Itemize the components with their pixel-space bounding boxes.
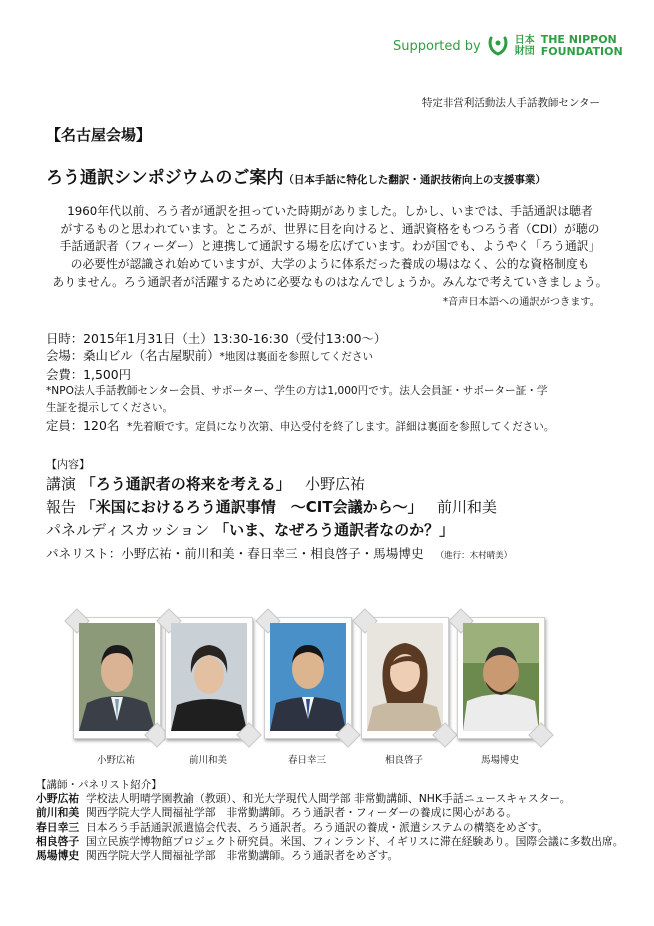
venue-heading: 【名古屋会場】 [46, 126, 152, 144]
bio-text: 関西学院大学人間福祉学部 非常勤講師。ろう通訳者をめざす。 [86, 849, 399, 863]
title-main: ろう通訳シンポジウムのご案内 [46, 168, 284, 188]
speaker-photo-kasuga [270, 623, 346, 731]
event-date: 日時：2015年1月31日（土）13:30-16:30（受付13:00～） [46, 331, 387, 346]
photo-caption: 前川和美 [188, 755, 227, 766]
program-panel [46, 519, 626, 542]
speaker-photo-baba [463, 623, 539, 731]
bio-name: 前川和美 [36, 806, 80, 820]
sponsor-block [393, 34, 623, 58]
photo-caption: 春日幸三 [287, 755, 326, 766]
foundation-en-line2: FOUNDATION [540, 45, 623, 58]
interpretation-note: *音声日本語への通訳がつきます。 [442, 297, 600, 308]
bio-text: 日本ろう手話通訳派遣協会代表、ろう通訳者。ろう通訳の養成・派遣システムの構築をめざす。 [86, 820, 549, 834]
speaker-photo-frame [73, 617, 161, 739]
program-label: 【内容】 [46, 458, 90, 471]
report-speaker: 前川和美 [436, 498, 497, 516]
panel-title: 「いま、なぜろう通訳者なのか？」 [214, 521, 455, 539]
foundation-en-line1: THE NIPPON [540, 33, 617, 46]
event-fee: 会費：1,500円 [46, 367, 132, 382]
report-title: 「米国におけるろう通訳事情 ～CIT会議から～」 [80, 498, 423, 516]
photo-caption: 相良啓子 [384, 755, 423, 766]
bio-text: 学校法人明晴学園教諭（教頭）、和光大学現代人間学部 非常勤講師、NHK手話ニュースキャスター。 [86, 792, 571, 806]
intro-line: がするものと思われています。ところが、世界に目を向けると、通訳資格をもつろう者（CDI）が聴の [60, 221, 600, 236]
photo-caption: 馬場博史 [480, 755, 519, 766]
title-subtitle: （日本手話に特化した翻訳・通訳技術向上の支援事業） [283, 174, 546, 186]
bio-row [36, 792, 636, 806]
event-capacity: 定員：120名 [46, 418, 120, 433]
panelists: パネリスト：小野広祐・前川和美・春日幸三・相良啓子・馬場博史 [46, 546, 424, 561]
bio-name: 春日幸三 [36, 820, 80, 834]
event-info [46, 330, 616, 436]
supported-by-text: Supported by [393, 38, 481, 54]
speaker-photo-maekawa [171, 623, 247, 731]
bio-row [36, 821, 636, 835]
speaker-bios [36, 778, 636, 863]
panel-prefix: パネルディスカッション [46, 521, 210, 539]
nippon-foundation-logo-icon [487, 35, 509, 57]
program-report [46, 496, 626, 519]
photo-caption: 小野広祐 [96, 755, 135, 766]
bio-name: 小野広祐 [36, 792, 80, 806]
report-prefix: 報告 [46, 498, 77, 516]
foundation-jp-line1: 日本 [514, 35, 535, 46]
speaker-photo-frame [361, 617, 449, 739]
program-section [46, 457, 626, 568]
bio-row [36, 849, 636, 863]
program-lecture [46, 473, 626, 496]
event-fee-note-2: 生証を提示してください。 [46, 402, 174, 414]
event-place-row [46, 347, 616, 366]
intro-line: の必要性が認識され始めていますが、大学のように体系だった養成の場はなく、公的な資格制度も [70, 257, 590, 272]
panelists-row [46, 542, 626, 568]
event-capacity-row [46, 417, 616, 436]
event-place: 会場：桑山ビル（名古屋駅前） [46, 348, 220, 363]
moderator: （進行：木村晴美） [435, 551, 513, 561]
foundation-jp-line2: 財団 [514, 46, 535, 57]
event-place-note: *地図は裏面を参照してください [219, 351, 374, 363]
foundation-jp-name [515, 35, 535, 57]
lecture-speaker: 小野広祐 [305, 475, 366, 493]
bio-row [36, 806, 636, 820]
speaker-photo-ono [79, 623, 155, 731]
speaker-photo-frame [457, 617, 545, 739]
bio-row [36, 835, 636, 849]
event-capacity-note: *先着順です。定員になり次第、申込受付を終了します。詳細は裏面を参照してください。 [127, 421, 555, 433]
event-fee-note-1: *NPO法人手話教師センター会員、サポーター、学生の方は1,000円です。法人会員証・サポーター証・学 [46, 385, 548, 397]
lecture-prefix: 講演 [46, 475, 77, 493]
speaker-photo-sagara [367, 623, 443, 731]
organizer-name: 特定非営利活動法人手話教師センター [421, 97, 600, 109]
bio-text: 国立民族学博物館プロジェクト研究員。米国、フィンランド、イギリスに滞在経験あり。国際会議に多数出席。 [86, 834, 624, 848]
intro-line: ありません。ろう通訳者が活躍するために必要なものはなんでしょうか。みんなで考えていきましょう。 [52, 274, 608, 289]
page-title [46, 163, 546, 188]
bio-name: 馬場博史 [36, 849, 80, 863]
intro-paragraph [46, 203, 614, 292]
bios-heading: 【講師・パネリスト紹介】 [36, 779, 162, 791]
bio-text: 関西学院大学人間福祉学部 非常勤講師。ろう通訳者・フィーダーの養成に関心がある。 [86, 806, 518, 820]
foundation-en-name [541, 34, 623, 58]
intro-line: 手話通訳者（フィーダー）と連携して通訳する場を広げています。わが国でも、ようやく「ろう通訳」 [59, 239, 601, 254]
speaker-photo-frame [264, 617, 352, 739]
intro-line: 1960年代以前、ろう者が通訳を担っていた時期がありました。しかし、いまでは、手話通訳は聴者 [67, 204, 593, 218]
bio-name: 相良啓子 [36, 834, 80, 848]
speaker-photo-frame [165, 617, 253, 739]
lecture-title: 「ろう通訳者の将来を考える」 [80, 475, 291, 493]
